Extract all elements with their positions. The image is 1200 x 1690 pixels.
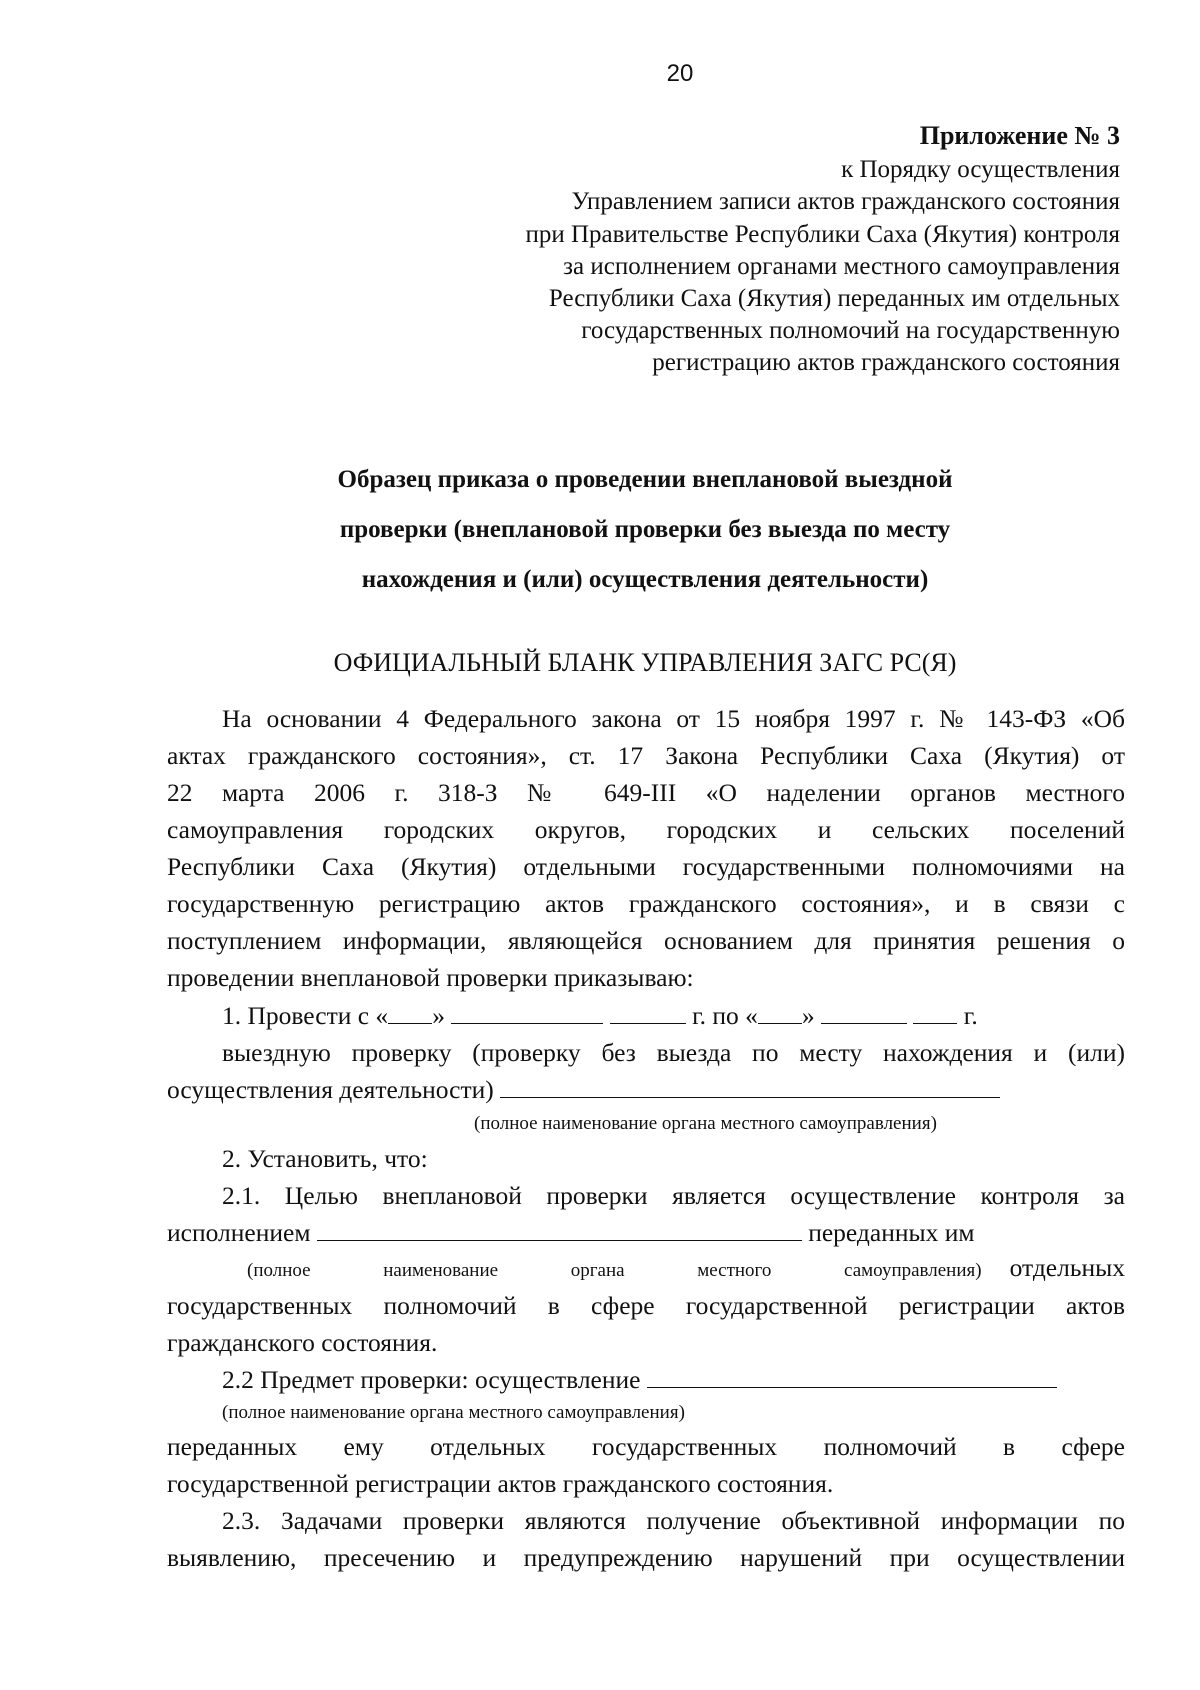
p22-prefix: 2.2 Предмет проверки: осуществление: [222, 1365, 641, 1394]
p21-line3: государственных полномочий в сфере государственной регистрации актов: [167, 1291, 1125, 1320]
p22-line2: переданных ему отдельных государственных полномочий в сфере: [167, 1432, 1125, 1461]
page-number: 20: [666, 60, 694, 87]
p21-line4: гражданского состояния.: [167, 1328, 438, 1357]
item-2: [167, 1140, 1125, 1576]
p21-caption-line: [167, 1251, 1125, 1287]
blank-field: [500, 1075, 1000, 1098]
appendix-line: государственных полномочий на государственную: [581, 317, 1120, 345]
appendix-line: при Правительстве Республики Саха (Якутия) контроля: [525, 220, 1120, 248]
p21-caption-tail: отдельных: [1009, 1253, 1125, 1282]
appendix-line: за исполнением органами местного самоуправления: [563, 252, 1120, 280]
p21-caption: (полное наименование органа местного самоуправления): [247, 1260, 982, 1281]
item2-heading: 2. Установить, что:: [222, 1144, 428, 1173]
item1-g-end: г.: [963, 1001, 978, 1030]
basis-line: 22 марта 2006 г. 318-З № 649-III «О наделении органов местного: [167, 778, 1125, 807]
item1-g-po: г. по «: [692, 1001, 758, 1030]
p21-prefix: исполнением: [167, 1218, 311, 1247]
p21-line1: 2.1. Целью внеплановой проверки является осуществление контроля за: [222, 1181, 1125, 1210]
item1-line3-text: осуществления деятельности): [167, 1075, 494, 1104]
appendix-line: Республики Саха (Якутия) переданных им отдельных: [548, 285, 1120, 313]
appendix-block: [440, 120, 1120, 380]
item1-date-line: [167, 997, 1125, 1034]
basis-line: актах гражданского состояния», ст. 17 Закона Республики Саха (Якутия) от: [167, 741, 1125, 770]
basis-line: государственную регистрацию актов гражданского состояния», и в связи с: [167, 889, 1125, 918]
basis-line: поступлением информации, являющейся основанием для принятия решения о: [167, 926, 1125, 955]
basis-paragraph: [167, 700, 1125, 996]
title-line: проверки (внеплановой проверки без выезда по месту: [339, 516, 951, 543]
blank-field: [451, 1001, 603, 1024]
item1-quote: »: [801, 1001, 815, 1030]
item-1: [167, 997, 1125, 1140]
document-title: [255, 455, 1035, 605]
title-line: нахождения и (или) осуществления деятельности): [361, 566, 929, 593]
basis-line: самоуправления городских округов, городских и сельских поселений: [167, 815, 1125, 844]
p21-line2: [167, 1214, 1125, 1251]
blank-field: [758, 1001, 802, 1024]
p22-line3: государственной регистрации актов гражданского состояния.: [167, 1469, 834, 1498]
blank-field: [317, 1218, 802, 1241]
blank-field: [647, 1365, 1057, 1388]
p21-suffix: переданных им: [808, 1218, 975, 1247]
item1-lead: 1. Провести с «: [222, 1001, 389, 1030]
appendix-line: Управлением записи актов гражданского состояния: [571, 188, 1120, 216]
p22-caption: (полное наименование органа местного самоуправления): [222, 1402, 685, 1423]
title-line: Образец приказа о проведении внеплановой выездной: [337, 466, 953, 493]
appendix-line: к Порядку осуществления: [841, 156, 1120, 184]
p23-line2: выявлению, пресечению и предупреждению нарушений при осуществлении: [167, 1543, 1125, 1572]
appendix-line: регистрацию актов гражданского состояния: [652, 349, 1120, 377]
blank-field: [821, 1001, 907, 1024]
basis-line: Республики Саха (Якутия) отдельными государственными полномочиями на: [167, 852, 1125, 881]
letterhead: ОФИЦИАЛЬНЫЙ БЛАНК УПРАВЛЕНИЯ ЗАГС РС(Я): [333, 648, 957, 677]
blank-field: [913, 1001, 957, 1024]
basis-line: На основании 4 Федерального закона от 15 ноября 1997 г. № 143-ФЗ «Об: [222, 704, 1125, 733]
blank-field: [388, 1001, 432, 1024]
basis-line: проведении внеплановой проверки приказываю:: [167, 963, 694, 992]
p22-line1: [167, 1361, 1125, 1398]
blank-field: [610, 1001, 686, 1024]
appendix-title: Приложение № 3: [919, 121, 1120, 150]
item1-line3: [167, 1071, 1125, 1108]
item1-caption: (полное наименование органа местного самоуправления): [474, 1113, 937, 1134]
item1-quote: »: [432, 1001, 445, 1030]
item1-line2: выездную проверку (проверку без выезда по месту нахождения и (или): [222, 1038, 1125, 1067]
p23-line1: 2.3. Задачами проверки являются получение объективной информации по: [222, 1506, 1125, 1535]
